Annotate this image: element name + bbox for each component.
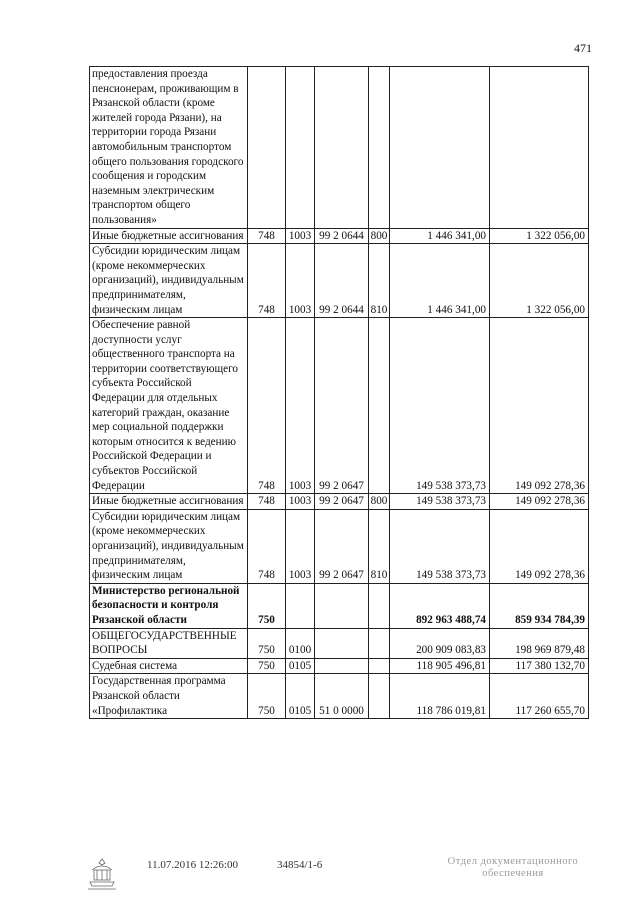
footer-doc-number: 34854/1-6 [277, 859, 323, 871]
row-sum-2017-cell: 149 092 278,36 [490, 494, 589, 510]
row-ved-cell: 748 [248, 494, 286, 510]
table-row [90, 674, 589, 719]
row-cs-cell: 99 2 0647 [315, 494, 369, 510]
row-sum-2017-cell: 859 934 784,39 [490, 583, 589, 628]
row-vr-cell [369, 658, 390, 674]
row-rz-cell: 1003 [286, 509, 315, 583]
table-row [90, 228, 589, 244]
table-row [90, 509, 589, 583]
row-sum-2016-cell: 149 538 373,73 [390, 509, 490, 583]
row-name-cell: Судебная система [90, 658, 248, 674]
row-name-cell: Субсидии юридическим лицам (кроме некоммерческих организаций), индивидуальным предпринимателям, физическим лицам [90, 509, 248, 583]
row-sum-2016-cell: 118 905 496,81 [390, 658, 490, 674]
row-cs-cell: 51 0 0000 [315, 674, 369, 719]
table-row [90, 628, 589, 658]
row-rz-cell [286, 583, 315, 628]
table-body [90, 67, 589, 719]
row-sum-2016-cell: 1 446 341,00 [390, 228, 490, 244]
row-cs-cell: 99 2 0644 [315, 228, 369, 244]
row-rz-cell [286, 67, 315, 229]
row-sum-2017-cell: 1 322 056,00 [490, 244, 589, 318]
row-ved-cell: 748 [248, 244, 286, 318]
row-ved-cell: 748 [248, 318, 286, 494]
row-ved-cell: 748 [248, 509, 286, 583]
row-cs-cell: 99 2 0647 [315, 509, 369, 583]
row-ved-cell: 750 [248, 658, 286, 674]
row-ved-cell: 750 [248, 674, 286, 719]
page-number: 471 [574, 41, 592, 55]
row-name-cell: Субсидии юридическим лицам (кроме некоммерческих организаций), индивидуальным предпринимателям, физическим лицам [90, 244, 248, 318]
row-rz-cell: 0105 [286, 658, 315, 674]
row-sum-2016-cell: 200 909 083,83 [390, 628, 490, 658]
budget-table [89, 66, 589, 719]
table-row [90, 494, 589, 510]
row-vr-cell: 800 [369, 494, 390, 510]
row-ved-cell: 748 [248, 228, 286, 244]
row-sum-2016-cell: 149 538 373,73 [390, 318, 490, 494]
table-row [90, 244, 589, 318]
row-vr-cell [369, 318, 390, 494]
row-name-cell: предоставления проезда пенсионерам, проживающим в Рязанской области (кроме жителей города Рязани), на территории города Рязани автомобильным транспортом общего пользования городского сообщения и городским наземным электрическим транспортом общего пользования» [90, 67, 248, 229]
row-vr-cell [369, 628, 390, 658]
table-row [90, 583, 589, 628]
department-stamp: Отдел документационного обеспечения [447, 856, 579, 879]
row-rz-cell: 0100 [286, 628, 315, 658]
row-sum-2016-cell: 1 446 341,00 [390, 244, 490, 318]
row-name-cell: Иные бюджетные ассигнования [90, 494, 248, 510]
row-ved-cell: 750 [248, 583, 286, 628]
row-vr-cell: 810 [369, 509, 390, 583]
row-cs-cell [315, 628, 369, 658]
emblem-icon [84, 856, 120, 892]
row-rz-cell: 1003 [286, 228, 315, 244]
footer-timestamp: 11.07.2016 12:26:00 [147, 859, 238, 871]
row-sum-2017-cell: 149 092 278,36 [490, 509, 589, 583]
row-name-cell: Министерство региональной безопасности и контроля Рязанской области [90, 583, 248, 628]
row-rz-cell: 1003 [286, 244, 315, 318]
row-sum-2017-cell: 198 969 879,48 [490, 628, 589, 658]
row-ved-cell: 750 [248, 628, 286, 658]
row-rz-cell: 1003 [286, 318, 315, 494]
row-ved-cell [248, 67, 286, 229]
row-cs-cell: 99 2 0647 [315, 318, 369, 494]
row-sum-2017-cell [490, 67, 589, 229]
row-cs-cell [315, 658, 369, 674]
row-name-cell: Иные бюджетные ассигнования [90, 228, 248, 244]
row-vr-cell [369, 674, 390, 719]
table-row [90, 658, 589, 674]
row-sum-2016-cell [390, 67, 490, 229]
row-rz-cell: 1003 [286, 494, 315, 510]
row-vr-cell [369, 583, 390, 628]
row-sum-2017-cell: 1 322 056,00 [490, 228, 589, 244]
row-sum-2017-cell: 149 092 278,36 [490, 318, 589, 494]
row-rz-cell: 0105 [286, 674, 315, 719]
row-vr-cell: 800 [369, 228, 390, 244]
row-sum-2017-cell: 117 260 655,70 [490, 674, 589, 719]
row-name-cell: Обеспечение равной доступности услуг общественного транспорта на территории соответствующего субъекта Российской Федерации для отдельных категорий граждан, оказание мер социальной поддержки которым относится к ведению Российской Федерации и субъектов Российской Федерации [90, 318, 248, 494]
row-cs-cell [315, 583, 369, 628]
table-row [90, 318, 589, 494]
row-vr-cell [369, 67, 390, 229]
row-cs-cell: 99 2 0644 [315, 244, 369, 318]
row-vr-cell: 810 [369, 244, 390, 318]
row-sum-2016-cell: 118 786 019,81 [390, 674, 490, 719]
row-name-cell: Государственная программа Рязанской области «Профилактика [90, 674, 248, 719]
row-sum-2016-cell: 892 963 488,74 [390, 583, 490, 628]
row-sum-2016-cell: 149 538 373,73 [390, 494, 490, 510]
row-name-cell: ОБЩЕГОСУДАРСТВЕННЫЕ ВОПРОСЫ [90, 628, 248, 658]
table-row [90, 67, 589, 229]
row-cs-cell [315, 67, 369, 229]
row-sum-2017-cell: 117 380 132,70 [490, 658, 589, 674]
